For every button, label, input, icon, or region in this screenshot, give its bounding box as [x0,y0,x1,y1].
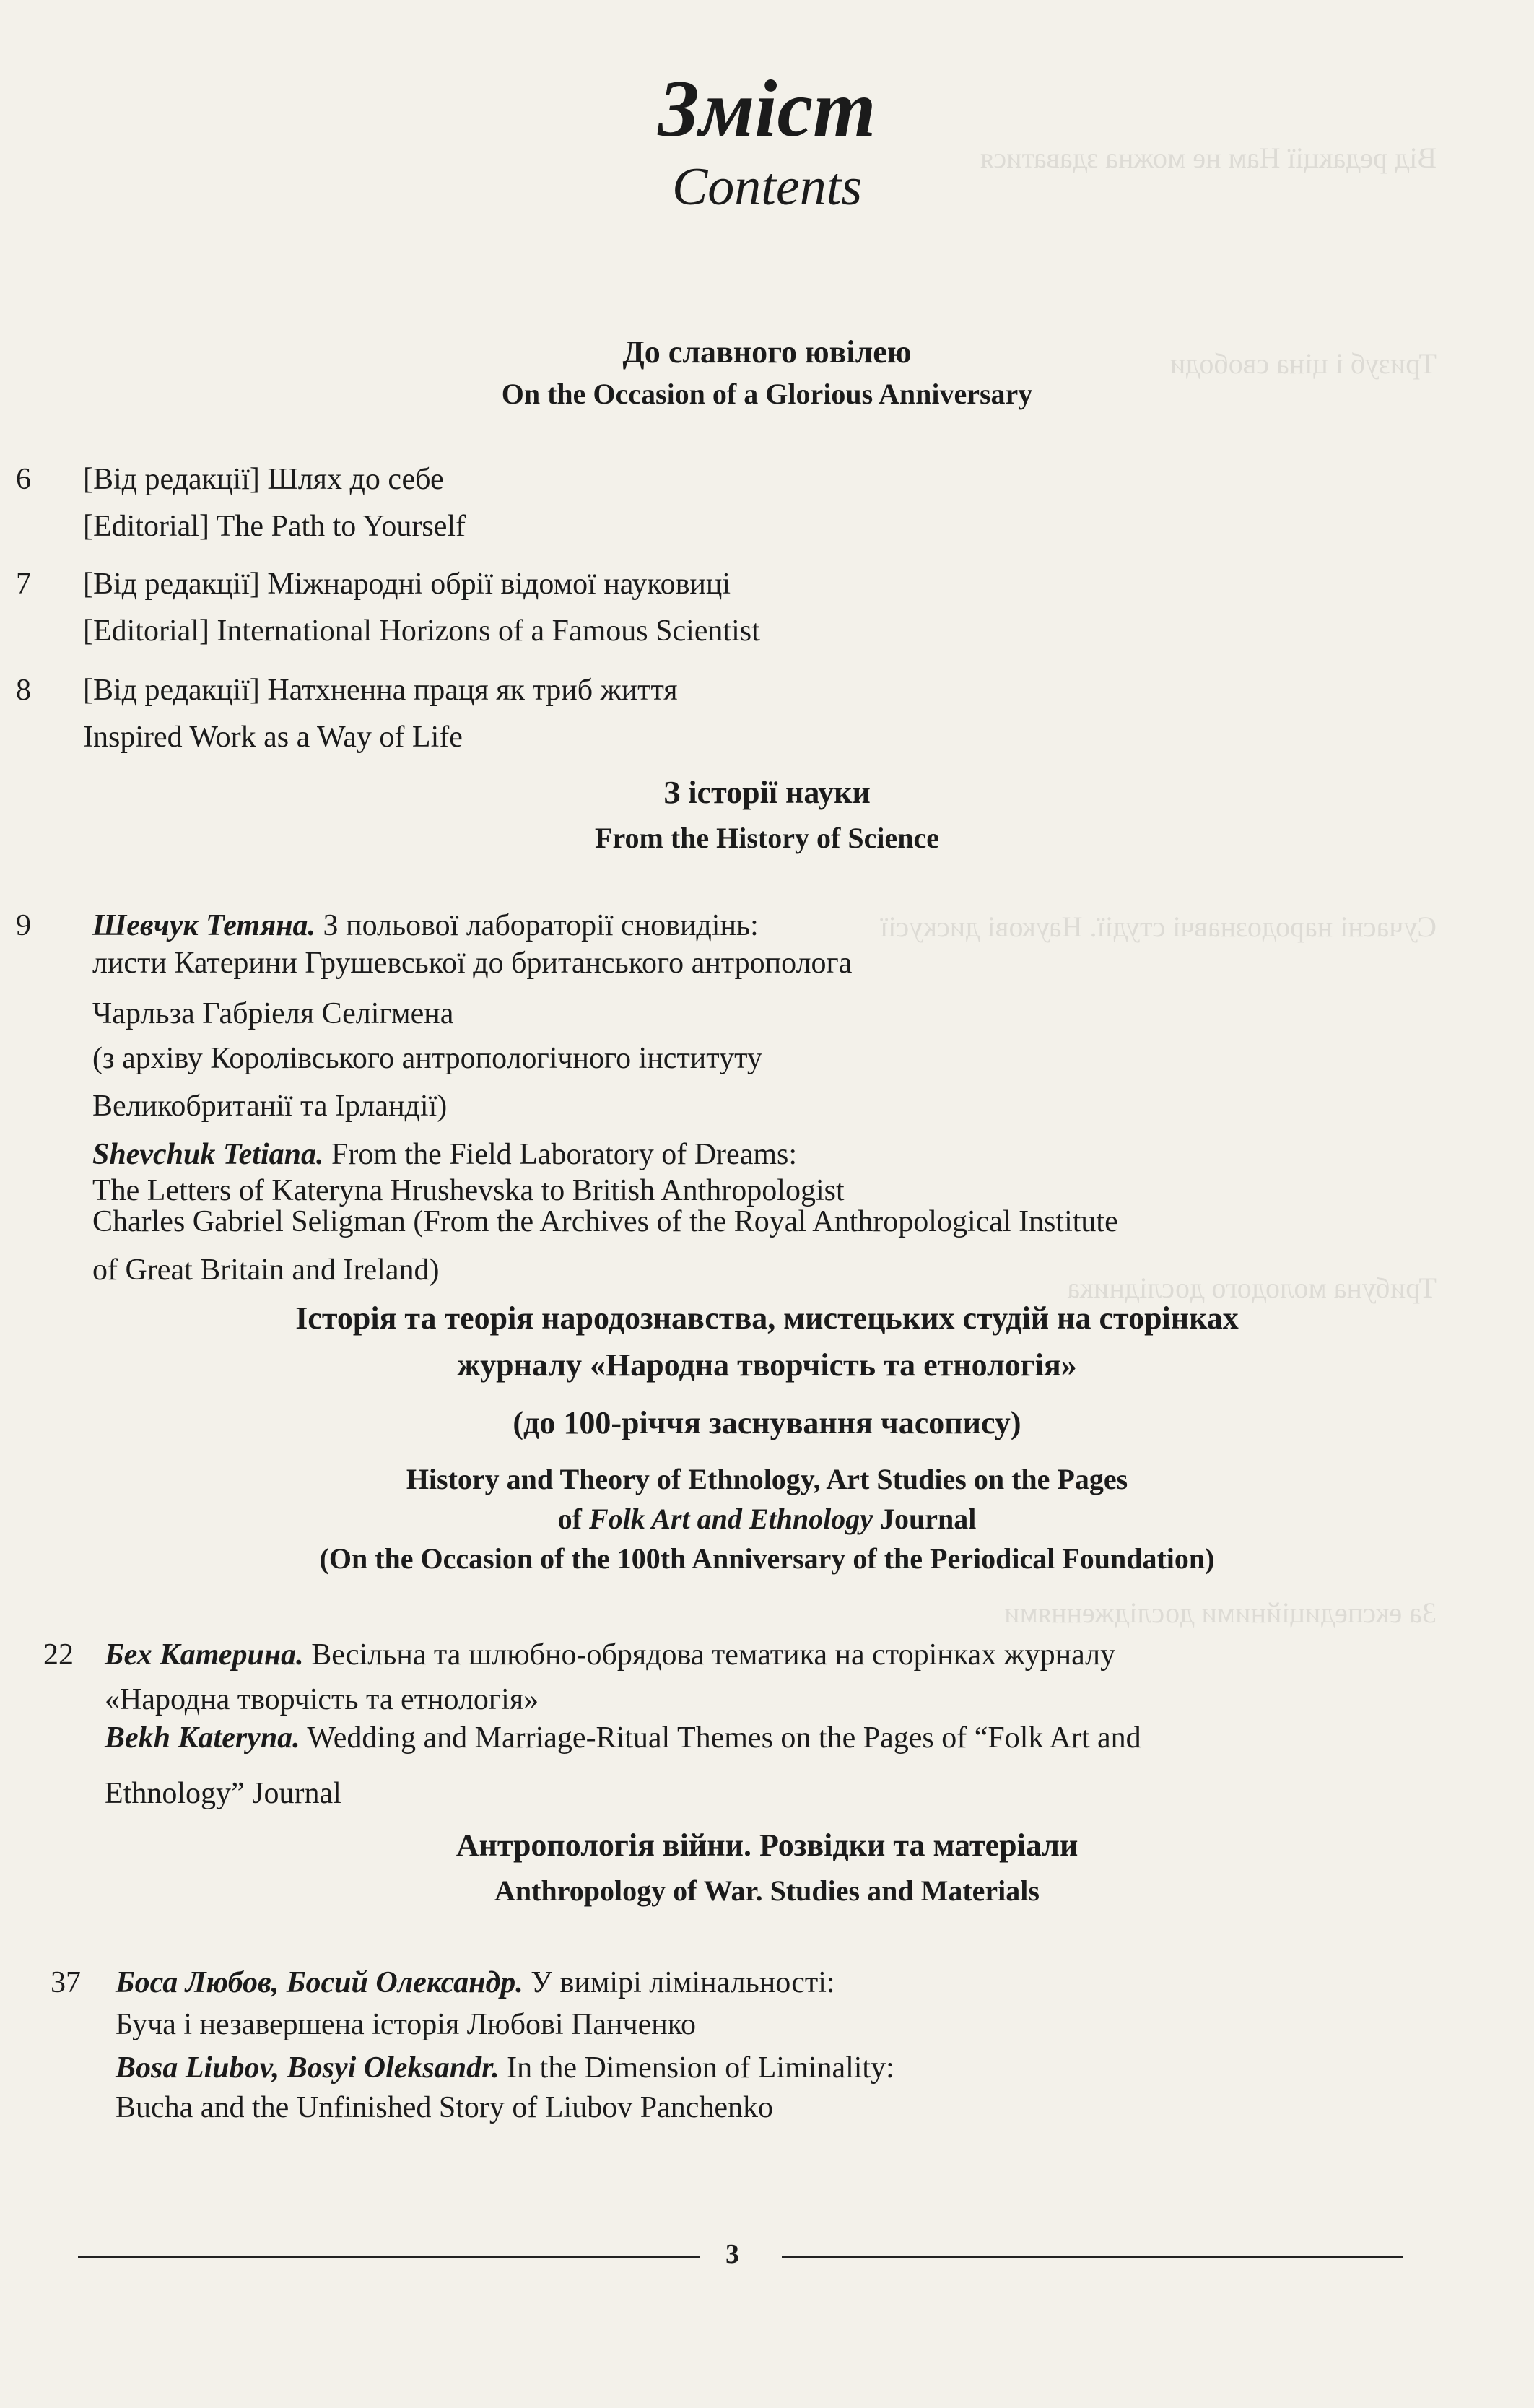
page-title: Зміст [658,64,876,154]
section-title-part: of [557,1503,589,1535]
entry-author-uk: Шевчук Тетяна. [92,909,316,942]
section-title-uk: (до 100-річчя заснування часопису) [513,1405,1021,1440]
entry-title-line: of Great Britain and Ireland) [92,1253,440,1287]
show-through-text: За експедиційними дослідженнями [1004,1596,1437,1629]
section-title-en: (On the Occasion of the 100th Anniversary of the Periodical Foundation) [319,1542,1215,1575]
entry-title-en: [Editorial] The Path to Yourself [83,510,466,543]
section-title-uk: Антропологія війни. Розвідки та матеріали [456,1827,1078,1863]
entry-title-en [116,2051,894,2085]
entry-title-line: (з архіву Королівського антропологічного інституту [92,1042,762,1075]
journal-name: Folk Art and Ethnology [588,1503,873,1535]
section-title-uk: З історії науки [663,775,871,810]
entry-title-text: From the Field Laboratory of Dreams: [323,1138,798,1171]
entry-title-line: листи Катерини Грушевської до британського антрополога [92,947,853,980]
entry-title-en [105,1721,1141,1755]
section-title-en: On the Occasion of a Glorious Anniversary [501,378,1033,410]
entry-title-text: Wedding and Marriage-Ritual Themes on the Pages of “Folk Art and [300,1721,1141,1755]
footer-rule-left [78,2256,700,2258]
entry-title-line: Буча і незавершена історія Любові Панченко [116,2008,696,2041]
entry-page-number: 37 [51,1966,81,1999]
entry-title-en: [Editorial] International Horizons of a Famous Scientist [83,614,760,648]
entry-title-text: Весільна та шлюбно-обрядова тематика на сторінках журналу [303,1638,1116,1672]
entry-title-line: The Letters of Kateryna Hrushevska to British Anthropologist [92,1174,845,1207]
show-through-text: Тризуб і ціна свободи [1169,347,1437,380]
section-title-en: Anthropology of War. Studies and Materials [494,1874,1040,1907]
entry-title-text: З польової лабораторії сновидінь: [315,909,759,942]
entry-page-number: 9 [16,909,31,942]
entry-title-line: Bucha and the Unfinished Story of Liubov Panchenko [116,2091,773,2124]
entry-title-line: Великобританії та Ірландії) [92,1090,448,1123]
show-through-text: Трибуна молодого дослідника [1067,1272,1437,1304]
entry-author-en: Shevchuk Tetiana. [92,1138,324,1171]
entry-author-uk: Бех Катерина. [105,1638,304,1672]
entry-author-en: Bekh Kateryna. [105,1721,300,1755]
entry-page-number: 7 [16,568,31,601]
entry-title-line: Чарльза Габріеля Селігмена [92,997,454,1030]
section-title-en [0,1502,1534,1536]
entry-title-uk: [Від редакції] Міжнародні обрії відомої науковиці [83,568,731,601]
page-subtitle: Contents [671,157,863,217]
entry-page-number: 22 [43,1638,74,1672]
show-through-text: Сучасні народознавчі студії. Наукові дискусії [880,910,1437,943]
entry-title-text: In the Dimension of Liminality: [499,2051,894,2085]
section-title-part: Journal [873,1503,977,1535]
entry-title-uk [105,1638,1115,1672]
entry-author-uk: Боса Любов, Босий Олександр. [116,1966,523,1999]
footer-rule-right [782,2256,1403,2258]
section-title-uk: Історія та теорія народознавства, мистецьких студій на сторінках [295,1300,1239,1336]
entry-page-number: 8 [16,674,31,707]
entry-title-uk: [Від редакції] Шлях до себе [83,463,444,496]
entry-title-line: Charles Gabriel Seligman (From the Archives of the Royal Anthropological Institute [92,1205,1118,1238]
entry-title-line: Ethnology” Journal [105,1777,341,1810]
entry-title-uk [92,908,759,943]
section-title-uk: До славного ювілею [622,334,912,370]
entry-title-uk: [Від редакції] Натхненна праця як триб життя [83,674,678,707]
entry-title-en: Inspired Work as a Way of Life [83,721,463,754]
entry-title-uk [116,1965,835,2000]
section-title-uk: журналу «Народна творчість та етнологія» [457,1347,1077,1383]
section-title-en: History and Theory of Ethnology, Art Studies on the Pages [406,1463,1128,1495]
entry-author-en: Bosa Liubov, Bosyi Oleksandr. [116,2051,500,2085]
entry-title-line: «Народна творчість та етнологія» [105,1683,539,1716]
entry-title-text: У вимірі лімінальності: [523,1966,835,1999]
entry-page-number: 6 [16,463,31,496]
show-through-text: Від редакції Нам не можна здаватися [980,142,1437,174]
section-title-en: From the History of Science [595,822,939,854]
page-number: 3 [725,2239,739,2269]
entry-title-en [92,1137,797,1172]
